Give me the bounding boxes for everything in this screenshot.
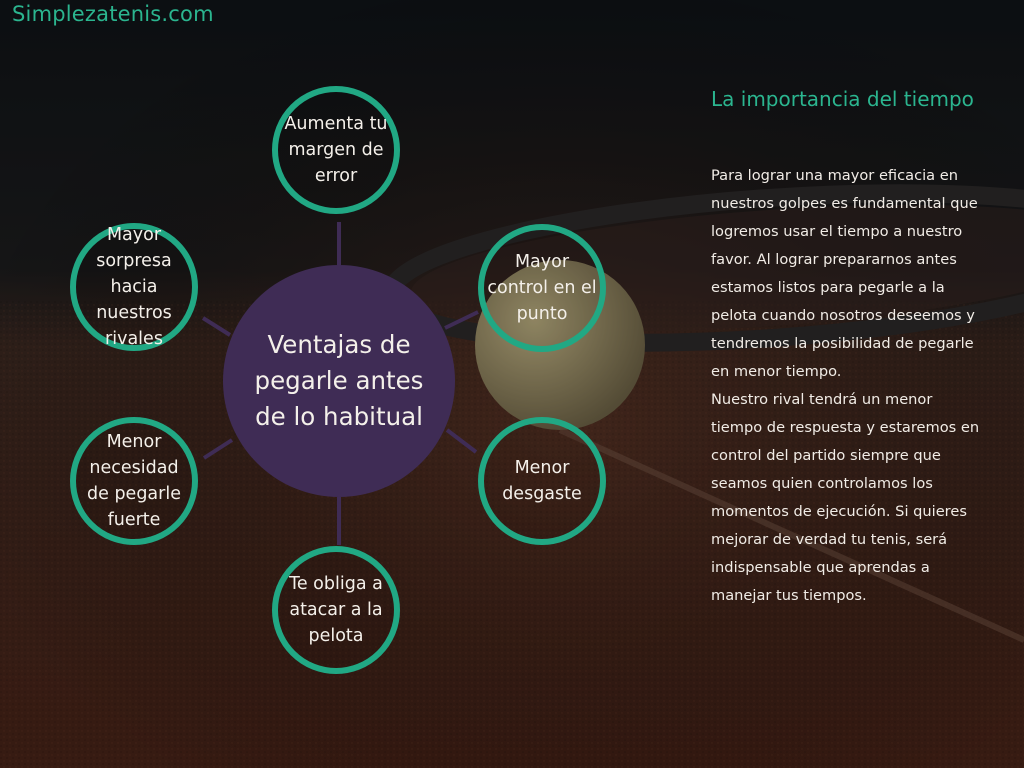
connector-6	[203, 318, 230, 335]
side-panel-paragraph-2: Nuestro rival tendrá un menor tiempo de respuesta y estaremos en control del partido siempre que seamos quien controlamos los momentos de ejecución. Si quieres mejorar de verdad tu tenis, será indispensable que aprendas a manejar tus tiempos.	[711, 391, 980, 604]
connector-5	[204, 440, 232, 458]
connector-2	[445, 312, 478, 328]
node-aumenta-margen: Aumenta tu margen de error	[272, 86, 400, 214]
site-logo-text[interactable]: Simplezatenis.com	[12, 2, 214, 26]
side-panel-body	[711, 162, 986, 610]
connector-3	[447, 430, 476, 452]
node-mayor-sorpresa: Mayor sorpresa hacia nuestros rivales	[70, 223, 198, 351]
node-menor-necesidad: Menor necesidad de pegarle fuerte	[70, 417, 198, 545]
center-topic: Ventajas de pegarle antes de lo habitual	[223, 265, 455, 497]
node-atacar-pelota: Te obliga a atacar a la pelota	[272, 546, 400, 674]
side-panel-paragraph-1: Para lograr una mayor eficacia en nuestros golpes es fundamental que logremos usar el tiempo a nuestro favor. Al lograr prepararnos antes estamos listos para pegarle a la pelota cuando nosotros deseemos y tendremos la posibilidad de pegarle en menor tiempo.	[711, 167, 978, 380]
side-panel-title: La importancia del tiempo	[711, 87, 974, 111]
node-menor-desgaste: Menor desgaste	[478, 417, 606, 545]
node-mayor-control: Mayor control en el punto	[478, 224, 606, 352]
